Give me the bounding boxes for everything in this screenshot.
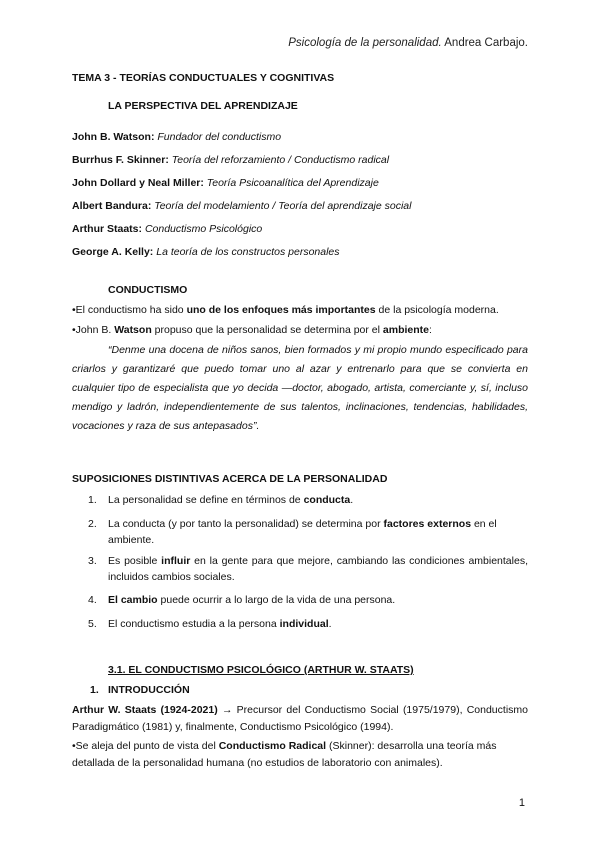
list-item: 1. La personalidad se define en términos de conducta. bbox=[88, 494, 354, 506]
author-line: John Dollard y Neal Miller: Teoría Psicoanalítica del Aprendizaje bbox=[72, 177, 379, 189]
list-item: 3. Es posible influir en la gente para que mejore, cambiando las condiciones ambientales, incluidos cambios sociales. bbox=[88, 555, 528, 583]
chapter-title: TEMA 3 - TEORÍAS CONDUCTUALES Y COGNITIVAS bbox=[72, 72, 335, 84]
author-line: Albert Bandura: Teoría del modelamiento / Teoría del aprendizaje social bbox=[72, 200, 412, 212]
author-line: John B. Watson: Fundador del conductismo bbox=[72, 131, 282, 143]
list-item: 2. La conducta (y por tanto la personalidad) se determina por factores externos en el ambiente. bbox=[88, 518, 497, 546]
author-line: George A. Kelly: La teoría de los constructos personales bbox=[72, 246, 340, 258]
author-line: Arthur Staats: Conductismo Psicológico bbox=[72, 223, 263, 235]
bullet-paragraph: •El conductismo ha sido uno de los enfoques más importantes de la psicología moderna. bbox=[72, 304, 499, 316]
staats-bullet: •Se aleja del punto de vista del Conductismo Radical (Skinner): desarrolla una teoría más detallada de la personalidad humana (no estudios de laboratorio con animales). bbox=[72, 740, 497, 769]
bullet-paragraph: •John B. Watson propuso que la personalidad se determina por el ambiente: bbox=[72, 324, 432, 336]
section-heading: SUPOSICIONES DISTINTIVAS ACERCA DE LA PERSONALIDAD bbox=[72, 473, 388, 485]
page-header: Psicología de la personalidad. Andrea Carbajo. bbox=[288, 37, 528, 49]
author-line: Burrhus F. Skinner: Teoría del reforzamiento / Conductismo radical bbox=[72, 154, 390, 166]
staats-paragraph: Arthur W. Staats (1924-2021) → Precursor del Conductismo Social (1975/1979), Conductismo Paradigmático (1981) y, finalmente, Conductismo Psicológico (1994). bbox=[72, 704, 528, 733]
list-item: 4. El cambio puede ocurrir a lo largo de la vida de una persona. bbox=[88, 594, 396, 606]
page-number: 1 bbox=[518, 797, 525, 809]
section-heading: CONDUCTISMO bbox=[108, 284, 188, 296]
subsection-title: 1. INTRODUCCIÓN bbox=[90, 684, 190, 696]
list-item: 5. El conductismo estudia a la persona individual. bbox=[88, 618, 332, 630]
subsection-heading: 3.1. EL CONDUCTISMO PSICOLÓGICO (ARTHUR W. STAATS) bbox=[108, 664, 414, 676]
chapter-subtitle: LA PERSPECTIVA DEL APRENDIZAJE bbox=[108, 100, 298, 112]
watson-quote: “Denme una docena de niños sanos, bien formados y mi propio mundo especificado para criarlos y garantizaré que puedo tomar uno al azar y entrenarlo para que se convierta en cualquier tipo de especialista que yo decida —doctor, abogado, artista, comerciante y, sí, incluso mendigo y ladrón, independientemente de sus talentos, inclinaciones, tendencias, habilidades, vocaciones y raza de sus antepasados”. bbox=[72, 344, 528, 432]
